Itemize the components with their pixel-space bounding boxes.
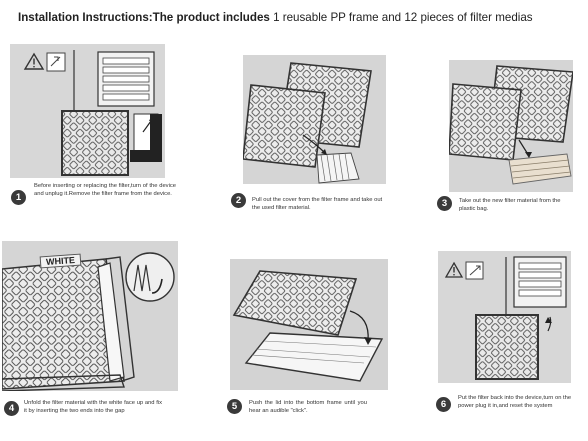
title-bold: Installation Instructions:The product includes: [18, 11, 270, 24]
device-grille: [98, 52, 154, 106]
step-4-text: Unfold the filter material with the white face up and fix it by inserting the two ends into the gap: [24, 400, 162, 415]
step-4-illustration: [2, 241, 178, 391]
warning-icon: [25, 54, 43, 69]
step-5-text: Push the lid into the bottom frame until you hear an audible "click".: [249, 400, 367, 415]
step-5-illustration: [230, 259, 388, 390]
step-1-illustration: [10, 44, 165, 178]
step-6-number: 6: [436, 397, 451, 412]
step-3-number: 3: [437, 196, 452, 211]
step-3-text: Take out the new filter material from the plastic bag.: [459, 198, 561, 213]
title-rest: 1 reusable PP frame and 12 pieces of filter medias: [269, 11, 533, 24]
step-2-illustration: [243, 55, 386, 184]
step-3-illustration: [449, 60, 573, 192]
plug-icon: [466, 262, 483, 279]
step-2-number: 2: [231, 193, 246, 208]
step-1-text: Before inserting or replacing the filter,turn of the device and unplug it.Remove the filter frame from the device.: [34, 183, 176, 198]
page-title: [18, 11, 578, 24]
unplug-icon: [47, 53, 65, 71]
white-label: WHITE: [40, 254, 82, 269]
step-1-number: 1: [11, 190, 26, 205]
step-4-number: 4: [4, 401, 19, 416]
device-grille: [514, 257, 566, 307]
warning-icon: [446, 263, 462, 277]
step-6-text: Put the filter back into the device,turn on the power plug it in,and reset the system: [458, 395, 572, 410]
used-filter-media: [317, 153, 359, 183]
bottom-frame: [246, 333, 382, 381]
zoom-inset: [126, 253, 174, 301]
step-2-text: Pull out the cover from the filter frame and take out the used filter material.: [252, 197, 383, 212]
step-6-illustration: [438, 251, 571, 383]
step-5-number: 5: [227, 399, 242, 414]
new-filter-media: [509, 154, 571, 184]
